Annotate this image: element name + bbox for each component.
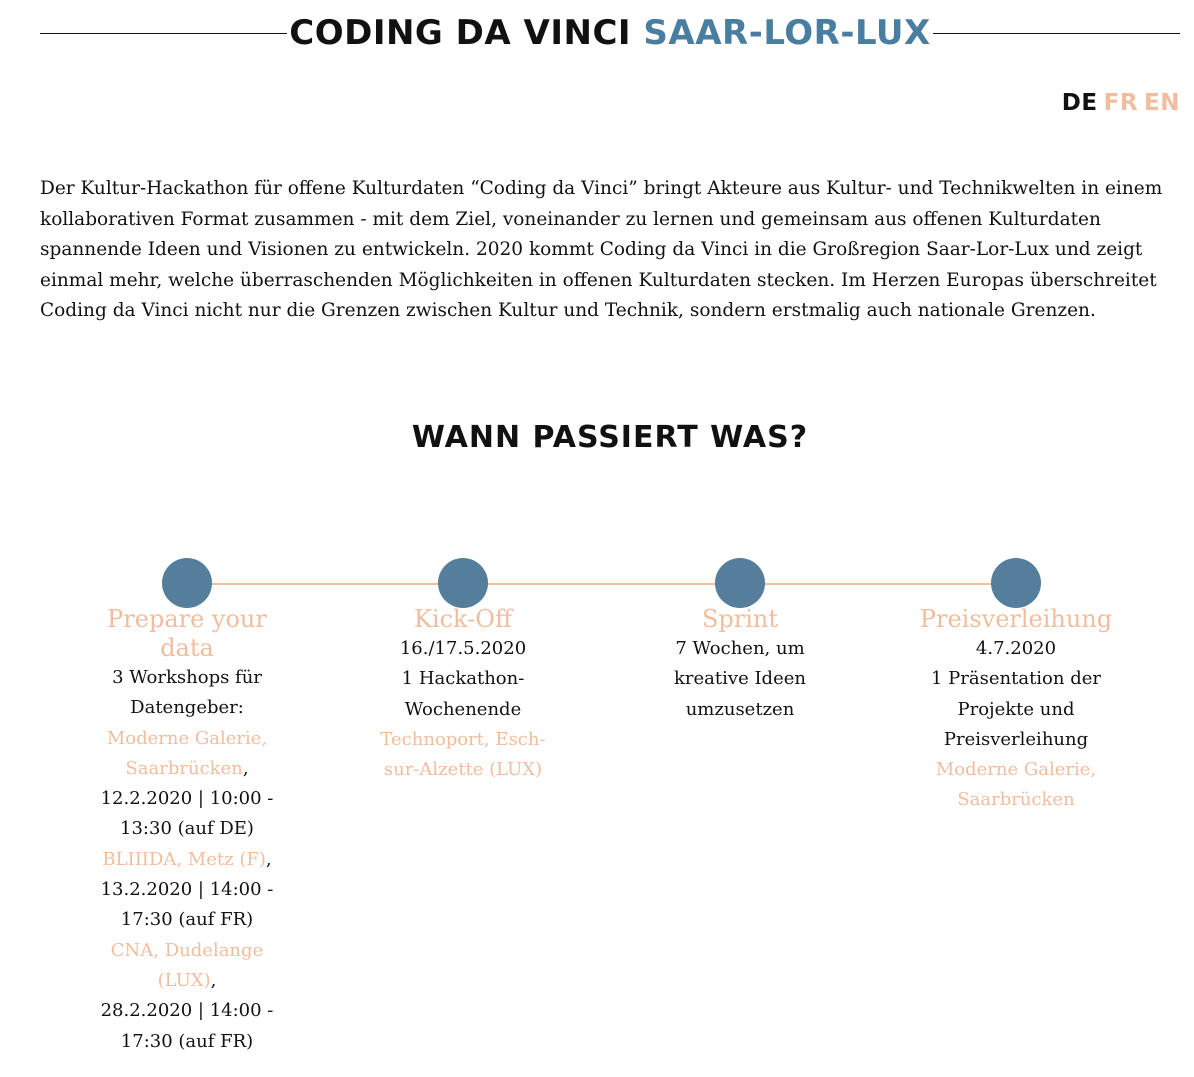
- workshop-location-link[interactable]: BLIIIDA, Metz (F): [102, 848, 266, 870]
- language-switch: [1056, 90, 1180, 116]
- separator: ,: [242, 757, 249, 779]
- step-date: 4.7.2020: [975, 638, 1057, 659]
- lang-de-link[interactable]: DE: [1061, 90, 1098, 116]
- lang-en-link[interactable]: EN: [1144, 90, 1180, 116]
- workshop-location-link[interactable]: CNA, Dudelange (LUX): [110, 939, 264, 991]
- step-date: 16./17.5.2020: [399, 638, 527, 659]
- header-rule-left: [40, 33, 287, 34]
- site-title: [287, 12, 933, 54]
- workshop-time: 13.2.2020 | 14:00 - 17:30 (auf FR): [100, 879, 274, 931]
- timeline-heading: WANN PASSIERT WAS?: [411, 420, 809, 455]
- step-title: Prepare your data: [107, 605, 267, 662]
- site-header: [40, 12, 1180, 54]
- step-intro: 3 Workshops für Datengeber:: [112, 667, 262, 719]
- timeline-step-sprint: [620, 605, 860, 725]
- timeline-node-icon: [162, 558, 212, 608]
- timeline-line: [187, 583, 1017, 585]
- separator: ,: [265, 848, 272, 870]
- timeline-step-kickoff: [343, 605, 583, 785]
- step-description: 1 Präsentation der Projekte und Preisverleihung: [931, 668, 1101, 750]
- header-rule-right: [933, 33, 1180, 34]
- step-description: 1 Hackathon-Wochenende: [401, 668, 525, 720]
- timeline-step-award: [896, 605, 1136, 816]
- workshop-location-link[interactable]: Moderne Galerie, Saarbrücken: [106, 727, 268, 779]
- lang-fr-link[interactable]: FR: [1103, 90, 1139, 116]
- step-location-link[interactable]: Moderne Galerie, Saarbrücken: [935, 759, 1097, 811]
- step-title: Sprint: [701, 605, 779, 633]
- site-title-accent: SAAR-LOR-LUX: [643, 13, 931, 53]
- timeline-node-icon: [438, 558, 488, 608]
- step-title: Preisverleihung: [919, 605, 1113, 633]
- site-title-main: CODING DA VINCI: [289, 13, 632, 53]
- intro-paragraph: Der Kultur-Hackathon für offene Kulturdaten “Coding da Vinci” bringt Akteure aus Kultur- und Technikwelten in einem kollaborativen Format zusammen - mit dem Ziel, voneinander zu lernen und gemeinsam aus offenen Kulturdaten spannende Ideen und Visionen zu entwickeln. 2020 kommt Coding da Vinci in die Großregion Saar-Lor-Lux und zeigt einmal mehr, welche überraschenden Möglichkeiten in offenen Kulturdaten stecken. Im Herzen Europas überschreitet Coding da Vinci nicht nur die Grenzen zwischen Kultur und Technik, sondern erstmalig auch nationale Grenzen.: [40, 178, 1163, 321]
- timeline-node-icon: [715, 558, 765, 608]
- timeline-node-icon: [991, 558, 1041, 608]
- step-title: Kick-Off: [413, 605, 512, 633]
- separator: ,: [210, 969, 217, 991]
- workshop-time: 28.2.2020 | 14:00 - 17:30 (auf FR): [100, 1000, 274, 1052]
- step-description: 7 Wochen, um kreative Ideen umzusetzen: [674, 638, 806, 720]
- workshop-time: 12.2.2020 | 10:00 - 13:30 (auf DE): [100, 788, 274, 840]
- timeline-step-prepare: [67, 605, 307, 1057]
- step-location-link[interactable]: Technoport, Esch-sur-Alzette (LUX): [380, 728, 546, 781]
